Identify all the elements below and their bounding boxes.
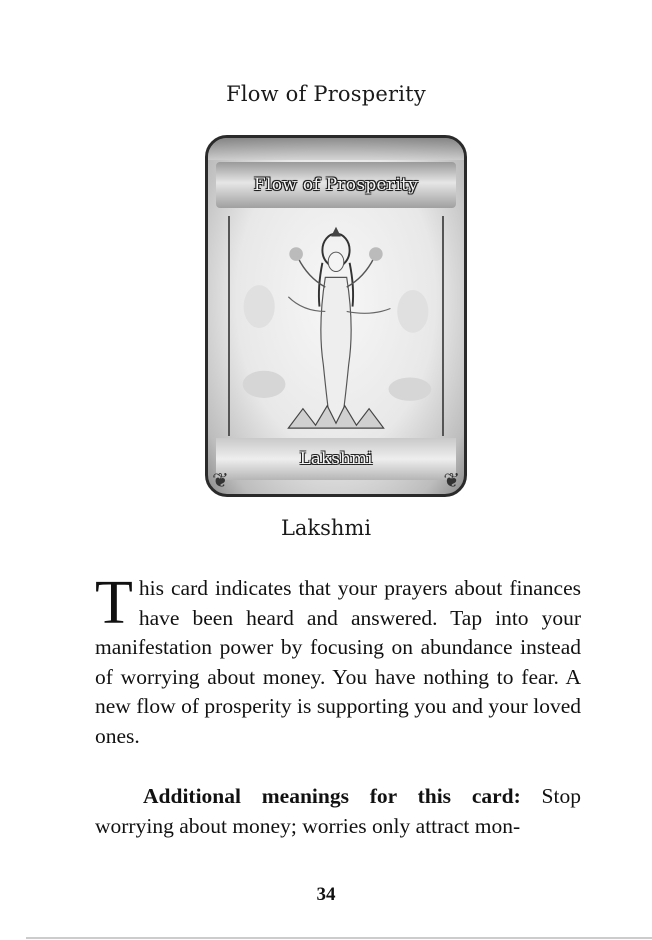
card-name: Lakshmi bbox=[299, 449, 373, 469]
scroll-ornament-icon: ❦ bbox=[212, 468, 229, 492]
lakshmi-figure-icon bbox=[230, 216, 442, 436]
oracle-card-image bbox=[205, 135, 467, 497]
deity-name-heading: Lakshmi bbox=[280, 516, 372, 540]
page-bottom-divider bbox=[26, 937, 652, 939]
card-title: Flow of Prosperity bbox=[253, 175, 419, 195]
page-number: 34 bbox=[316, 884, 336, 905]
additional-meanings-text: Stop worrying about money; worries only attract mon- bbox=[95, 784, 581, 838]
additional-meanings-paragraph bbox=[95, 782, 581, 841]
card-title-band bbox=[216, 162, 456, 208]
scroll-ornament-icon: ❦ bbox=[443, 468, 460, 492]
paragraph-text: his card indicates that your prayers about finances have been heard and answered. Tap into your manifestation power by focusing on abundance instead of worrying about money. You have nothing to fear. A new flow of prosperity is supporting you and your loved ones. bbox=[95, 576, 581, 748]
card-description-paragraph bbox=[95, 569, 581, 751]
drop-cap: T bbox=[95, 569, 133, 637]
page-header-title: Flow of Prosperity bbox=[226, 82, 426, 106]
additional-meanings-label: Additional meanings for this card: bbox=[143, 784, 521, 808]
card-top-decoration bbox=[208, 138, 464, 160]
card-illustration bbox=[228, 216, 444, 436]
card-name-band bbox=[216, 438, 456, 480]
